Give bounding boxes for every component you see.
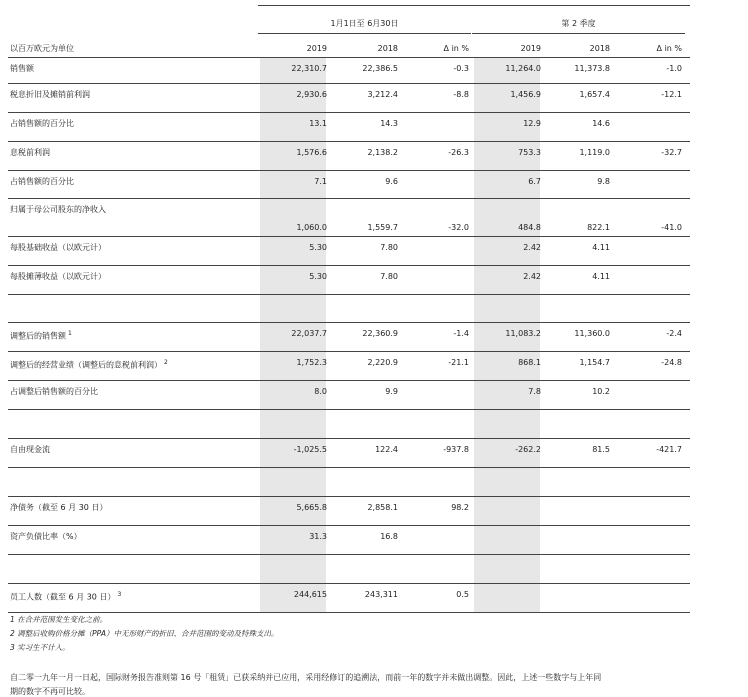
row-label xyxy=(10,386,98,397)
row-divider xyxy=(8,496,690,497)
cell-h1-2019: -1,025.5 xyxy=(293,445,327,454)
group-rule-h1 xyxy=(258,33,471,34)
row-label-text: 占调整后销售额的百分比 xyxy=(10,387,98,396)
cell-q2-2019: 7.8 xyxy=(528,387,541,396)
row-label xyxy=(10,176,74,187)
row-label xyxy=(10,89,90,100)
row-label-text: 调整后的销售额 xyxy=(10,331,66,341)
col-header-h1-2019: 2019 xyxy=(306,44,327,53)
cell-q2-2019: 753.3 xyxy=(518,148,541,157)
row-label-text: 调整后的经营业绩（调整后的息税前利润） xyxy=(10,360,162,370)
cell-h1-delta: 98.2 xyxy=(451,503,469,512)
cell-h1-2018: 2,858.1 xyxy=(367,503,398,512)
cell-q2-delta: -24.8 xyxy=(661,358,682,367)
cell-h1-2019: 22,037.7 xyxy=(291,329,327,338)
cell-q2-2018: 11,373.8 xyxy=(574,64,610,73)
row-label-text: 占销售额的百分比 xyxy=(10,177,74,186)
cell-q2-2018: 10.2 xyxy=(592,387,610,396)
cell-q2-2018: 14.6 xyxy=(592,119,610,128)
cell-h1-delta: -937.8 xyxy=(443,445,469,454)
cell-q2-2019: 1,456.9 xyxy=(510,90,541,99)
col-header-h1-delta: Δ in % xyxy=(443,44,469,53)
cell-q2-2019: 11,083.2 xyxy=(505,329,541,338)
row-divider xyxy=(8,141,690,142)
row-divider xyxy=(8,170,690,171)
row-divider xyxy=(8,380,690,381)
cell-q2-2019: -262.2 xyxy=(515,445,541,454)
cell-h1-2018: 243,311 xyxy=(364,590,398,599)
cell-h1-2018: 2,138.2 xyxy=(367,148,398,157)
row-divider xyxy=(8,112,690,113)
row-divider xyxy=(8,612,690,613)
cell-q2-2018: 11,360.0 xyxy=(574,329,610,338)
cell-h1-2019: 1,752.3 xyxy=(296,358,327,367)
cell-q2-delta: -12.1 xyxy=(661,90,682,99)
cell-h1-2018: 7.80 xyxy=(380,272,398,281)
cell-h1-2018: 9.6 xyxy=(385,177,398,186)
cell-h1-2018: 16.8 xyxy=(380,532,398,541)
col-header-h1-2018: 2018 xyxy=(377,44,398,53)
row-divider xyxy=(8,583,690,584)
row-divider xyxy=(8,409,690,410)
col-header-q2-2018: 2018 xyxy=(589,44,610,53)
row-divider xyxy=(8,236,690,237)
cell-h1-2019: 1,060.0 xyxy=(296,223,327,232)
row-label-text: 资产负债比率（%） xyxy=(10,532,82,541)
cell-h1-2018: 122.4 xyxy=(375,445,398,454)
cell-h1-2018: 2,220.9 xyxy=(367,358,398,367)
cell-q2-delta: -1.0 xyxy=(666,64,682,73)
cell-q2-2019: 484.8 xyxy=(518,223,541,232)
row-label xyxy=(10,63,34,74)
cell-q2-2018: 9.8 xyxy=(597,177,610,186)
cell-h1-delta: 0.5 xyxy=(456,590,469,599)
row-label-text: 自由现金流 xyxy=(10,445,50,454)
cell-q2-2018: 822.1 xyxy=(587,223,610,232)
col-header-q2-delta: Δ in % xyxy=(656,44,682,53)
row-label-text: 员工人数（截至 6 月 30 日） xyxy=(10,592,116,602)
row-divider xyxy=(8,265,690,266)
row-label xyxy=(10,328,72,342)
cell-h1-delta: -1.4 xyxy=(453,329,469,338)
cell-q2-delta: -41.0 xyxy=(661,223,682,232)
cell-q2-delta: -2.4 xyxy=(666,329,682,338)
group-rule-q2 xyxy=(472,33,685,34)
cell-h1-delta: -32.0 xyxy=(448,223,469,232)
row-label-text: 每股摊薄收益（以欧元计） xyxy=(10,272,106,281)
row-divider xyxy=(8,294,690,295)
cell-q2-2019: 11,264.0 xyxy=(505,64,541,73)
footer-line-2: 期的数字不再可比较。 xyxy=(10,687,90,696)
cell-h1-2019: 8.0 xyxy=(314,387,327,396)
cell-h1-2018: 14.3 xyxy=(380,119,398,128)
cell-q2-2019: 2.42 xyxy=(523,272,541,281)
cell-h1-delta: -8.8 xyxy=(453,90,469,99)
footnote-3: 3 实习生不计入。 xyxy=(10,643,70,652)
cell-h1-2019: 7.1 xyxy=(314,177,327,186)
footer-line-1: 自二零一九年一月一日起，国际财务报告准则第 16 号「租赁」已获采纳并已应用，采用经修订的追溯法，而前一年的数字并未做出调整。因此，上述一些数字与上年同 xyxy=(10,673,602,682)
row-label xyxy=(10,502,107,513)
row-label xyxy=(10,242,106,253)
footnote-1: 1 在合并范围发生变化之前。 xyxy=(10,615,108,624)
row-divider xyxy=(8,467,690,468)
row-label-text: 税息折旧及摊销前利润 xyxy=(10,90,90,99)
col-header-q2-2019: 2019 xyxy=(520,44,541,53)
row-divider xyxy=(8,198,690,199)
cell-h1-2018: 22,360.9 xyxy=(362,329,398,338)
cell-h1-2019: 22,310.7 xyxy=(291,64,327,73)
footnote-marker: 1 xyxy=(68,330,72,337)
row-label-text: 归属于母公司股东的净收入 xyxy=(10,205,106,214)
row-label-text: 占销售额的百分比 xyxy=(10,119,74,128)
group-header-h1: 1月1日至 6月30日 xyxy=(330,19,399,28)
row-divider xyxy=(8,351,690,352)
cell-q2-delta: -32.7 xyxy=(661,148,682,157)
cell-h1-delta: -21.1 xyxy=(448,358,469,367)
cell-h1-2019: 5.30 xyxy=(309,243,327,252)
row-label-text: 净债务（截至 6 月 30 日） xyxy=(10,503,108,512)
cell-h1-delta: -0.3 xyxy=(453,64,469,73)
cell-h1-2019: 31.3 xyxy=(309,532,327,541)
group-header-q2: 第 2 季度 xyxy=(561,19,596,28)
row-label xyxy=(10,147,50,158)
cell-h1-2019: 1,576.6 xyxy=(296,148,327,157)
cell-h1-2018: 7.80 xyxy=(380,243,398,252)
cell-q2-2019: 868.1 xyxy=(518,358,541,367)
cell-q2-2018: 4.11 xyxy=(592,272,610,281)
footnote-marker: 2 xyxy=(164,359,168,366)
row-label xyxy=(10,118,74,129)
top-rule xyxy=(258,5,690,6)
row-label xyxy=(10,531,82,542)
row-divider xyxy=(8,554,690,555)
row-divider xyxy=(8,438,690,439)
cell-q2-2018: 1,154.7 xyxy=(579,358,610,367)
row-label xyxy=(10,589,121,603)
cell-q2-2018: 1,119.0 xyxy=(579,148,610,157)
cell-q2-2018: 4.11 xyxy=(592,243,610,252)
cell-q2-2018: 1,657.4 xyxy=(579,90,610,99)
cell-q2-2018: 81.5 xyxy=(592,445,610,454)
row-label xyxy=(10,271,106,282)
cell-h1-2018: 22,386.5 xyxy=(362,64,398,73)
cell-h1-delta: -26.3 xyxy=(448,148,469,157)
row-label xyxy=(10,357,168,371)
cell-q2-2019: 6.7 xyxy=(528,177,541,186)
cell-h1-2019: 5,665.8 xyxy=(296,503,327,512)
row-divider xyxy=(8,322,690,323)
row-divider xyxy=(8,57,690,58)
row-label-text: 每股基础收益（以欧元计） xyxy=(10,243,106,252)
cell-h1-2019: 5.30 xyxy=(309,272,327,281)
row-divider xyxy=(8,83,690,84)
row-divider xyxy=(8,525,690,526)
row-label-text: 息税前利润 xyxy=(10,148,50,157)
cell-h1-2018: 1,559.7 xyxy=(367,223,398,232)
cell-h1-2018: 3,212.4 xyxy=(367,90,398,99)
cell-q2-2019: 2.42 xyxy=(523,243,541,252)
row-label xyxy=(10,444,50,455)
row-label xyxy=(10,204,106,215)
cell-h1-2019: 13.1 xyxy=(309,119,327,128)
footnote-2: 2 调整后收购价格分摊（PPA）中无形财产的折旧、合并范围的变动及特殊支出。 xyxy=(10,629,279,638)
cell-h1-2019: 244,615 xyxy=(293,590,327,599)
cell-h1-2019: 2,930.6 xyxy=(296,90,327,99)
cell-q2-2019: 12.9 xyxy=(523,119,541,128)
footnote-marker: 3 xyxy=(117,591,122,598)
unit-label: 以百万欧元为单位 xyxy=(10,44,74,53)
cell-q2-delta: -421.7 xyxy=(656,445,682,454)
row-label-text: 销售额 xyxy=(10,64,34,73)
cell-h1-2018: 9.9 xyxy=(385,387,398,396)
